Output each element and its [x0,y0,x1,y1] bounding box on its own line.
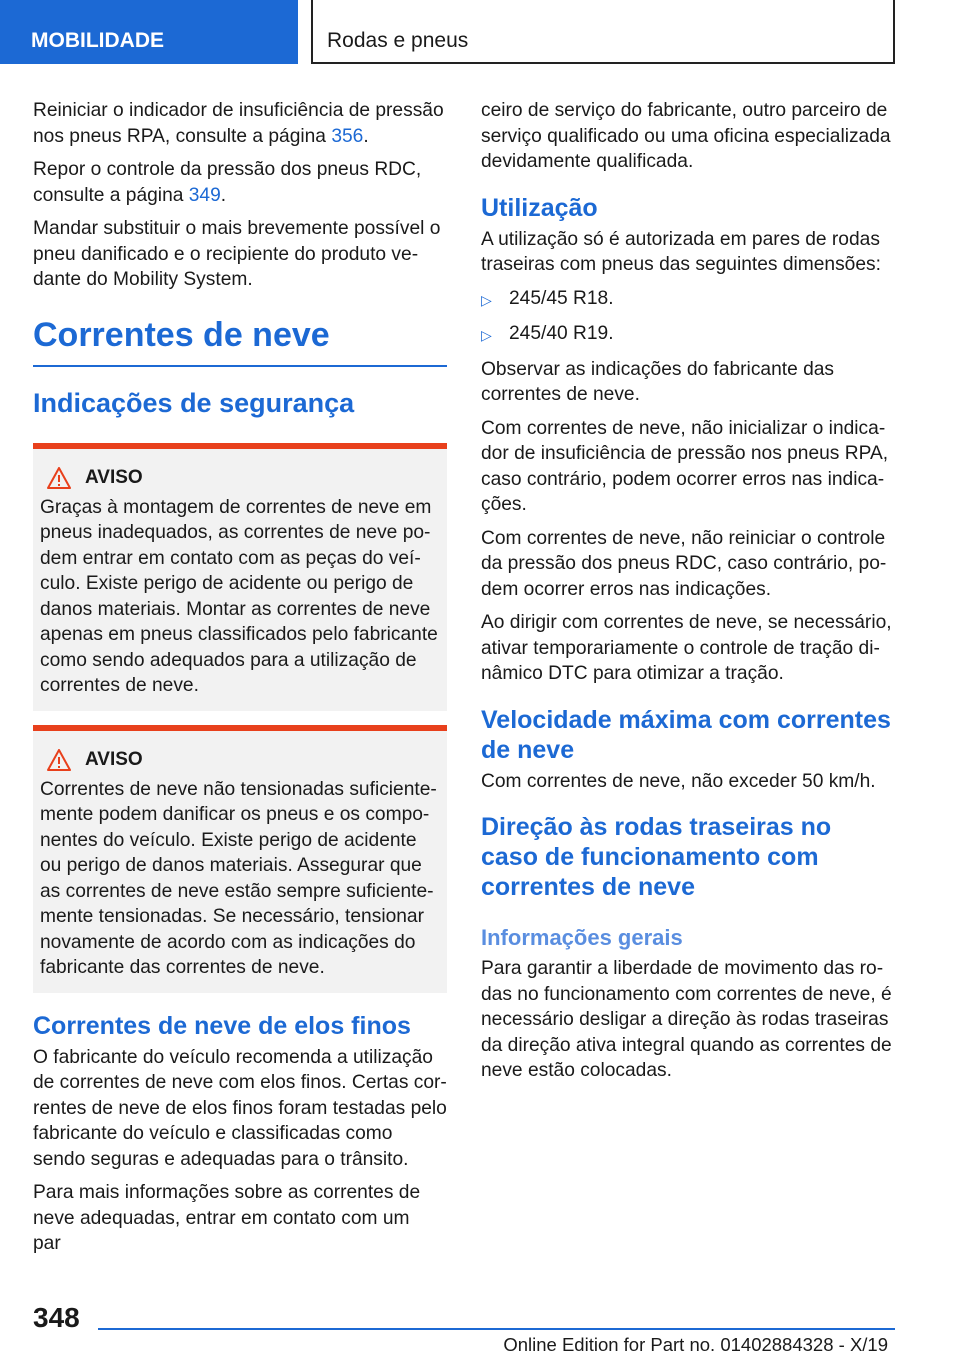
warning-triangle-icon [47,749,71,771]
warning-box [33,443,447,711]
subsection-heading: Utilização [481,193,598,222]
paragraph: Repor o controle da pressão dos pneus RDC, consulte a página 349. [33,159,422,206]
edition-text: Online Edition for Part no. 01402884328 - X/19 [503,1334,888,1355]
page-link-349[interactable]: 349 [188,184,221,206]
warning-box [33,725,447,993]
topic-tab [311,0,895,64]
left-column [33,98,447,1265]
paragraph: Para garantir a liberdade de movimento das rodas no funcionamento com correntes de neve, é necessário desligar a direção às rodas traseiras da direção ativa integral quando as correntes de neve estão colocadas. [481,958,892,1081]
list-item: ▷ 245/45 R18. [481,286,895,314]
warning-title: AVISO [85,466,143,488]
warning-title: AVISO [85,748,143,770]
warning-triangle-icon [47,467,71,489]
page-link-356[interactable]: 356 [331,125,364,147]
subsection-heading: Direção às rodas traseiras no caso de funcionamento com correntes de neve [481,813,832,901]
minor-heading: Informações gerais [481,925,683,950]
page-number: 348 [33,1302,80,1333]
topic-label: Rodas e pneus [327,29,469,52]
paragraph: Com correntes de neve, não reiniciar o controle da pressão dos pneus RDC, caso contrário, podem ocorrer erros nas indicações. [481,527,887,600]
triangle-bullet-icon: ▷ [481,327,492,343]
section-tab [0,0,298,64]
paragraph: Com correntes de neve, não exceder 50 km/h. [481,770,876,792]
chapter-heading: Correntes de neve [33,315,447,367]
paragraph: A utilização só é autorizada em pares de rodas traseiras com pneus das seguintes dimensões: [481,228,881,275]
list-item: ▷ 245/40 R19. [481,321,895,349]
warning-text: Correntes de neve não tensionadas suficientemente podem danificar os pneus e os componentes do veículo. Existe perigo de acidente ou perigo de danos materiais. Assegurar que as correntes de neve estão sempre suficientemente tensionadas. Se necessário, tensionar novamente de acordo com as indicações do fabricante das correntes de neve. [40,778,437,978]
warning-text: Graças à montagem de correntes de neve em pneus inadequados, as correntes de neve podem entrar em contato com as peças do veículo. Existe perigo de acidente ou perigo de danos materiais. Montar as correntes de neve apenas em pneus classificados pelo fabricante como sendo adequados para a utilização de correntes de neve. [40,496,438,696]
paragraph: Ao dirigir com correntes de neve, se necessário, ativar temporariamente o controle de tração dinâmico DTC para otimizar a tração. [481,612,892,684]
right-column [481,98,895,1092]
triangle-bullet-icon: ▷ [481,291,492,308]
paragraph: Reiniciar o indicador de insuficiência de pressão nos pneus RPA, consulte a página 356. [33,100,444,147]
section-label: MOBILIDADE [31,29,164,52]
footer-divider [98,1328,895,1330]
paragraph: Mandar substituir o mais brevemente possível o pneu danificado e o recipiente do produto vedante do Mobility System. [33,218,441,290]
subsection-heading: Velocidade máxima com correntes de neve [481,705,891,764]
paragraph: Observar as indicações do fabricante das correntes de neve. [481,358,835,405]
section-heading: Indicações de segurança [33,387,355,418]
subsection-heading: Correntes de neve de elos finos [33,1011,411,1040]
paragraph: Para mais informações sobre as correntes de neve adequadas, entrar em contato com um par [33,1182,421,1254]
paragraph: ceiro de serviço do fabricante, outro parceiro de serviço qualificado ou uma oficina especializada devidamente qualificada. [481,100,891,172]
paragraph: Com correntes de neve, não inicializar o indicador de insuficiência de pressão nos pneus RPA, caso contrário, podem ocorrer erros nas indicações. [481,417,889,515]
dimension-list [481,286,895,349]
paragraph: O fabricante do veículo recomenda a utilização de correntes de neve com elos finos. Certas correntes de neve de elos finos foram testadas pelo fabricante do veículo e classificadas como sendo seguras e adequadas para o trânsito. [33,1046,447,1170]
